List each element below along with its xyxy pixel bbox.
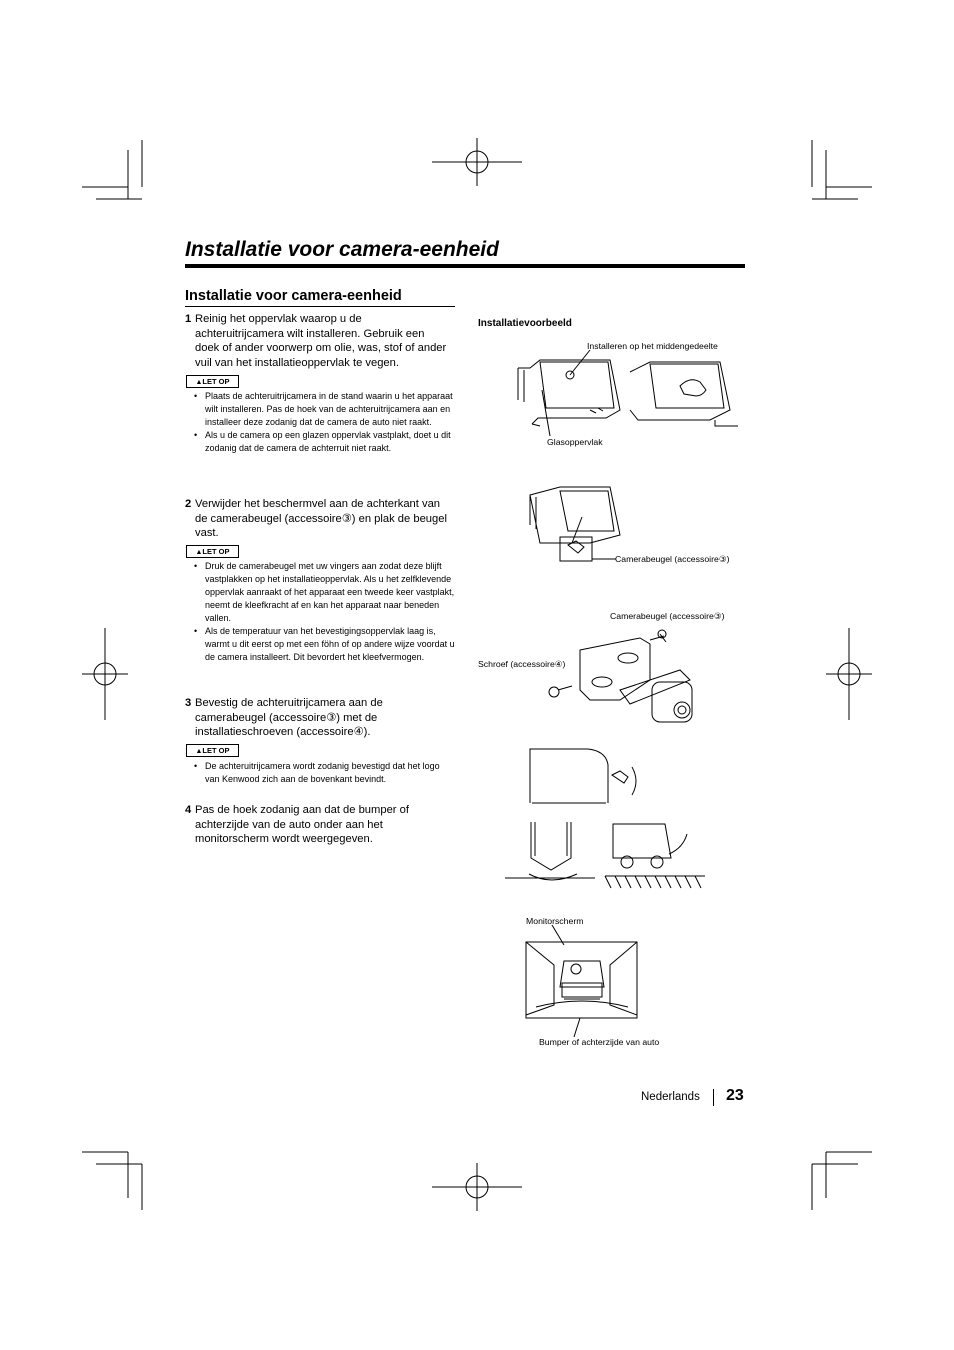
caution-item: • De achteruitrijcamera wordt zodanig bevestigd dat het logo van Kenwood zich aan de bovenkant bevindt. [194,760,456,786]
step-text: Verwijder het beschermvel aan de achterkant van de camerabeugel (accessoire③) en plak de beugel vast. [195,498,447,540]
caution-list [194,390,456,455]
caution-item: • Als de temperatuur van het bevestigingsoppervlak laag is, warmt u dit eerst op met een föhn of op andere wijze voordat u de camera installeert. Dit bevordert het kleefvermogen. [194,625,456,664]
bracket-label-1: Camerabeugel (accessoire③) [615,554,730,564]
step-3 [185,696,450,740]
page-title: Installatie voor camera-eenheid [185,238,499,261]
figures-heading: Installatievoorbeeld [478,318,572,329]
step-number: 2 [185,498,192,510]
caution-item: • Druk de camerabeugel met uw vingers aan zodat deze blijft vastplakken op het installatieoppervlak. Als u het zelfklevende oppervlak aanraakt of het apparaat een tweede keer vastplakt, neemt de kleefkracht af en kan het apparaat naar beneden vallen. [194,560,456,625]
center-install-label: Installeren op het middengedeelte [587,341,718,351]
caution-label: LET OP [202,746,230,755]
step-number: 1 [185,313,192,325]
step-number: 3 [185,697,192,709]
section-rule [185,306,455,307]
warning-icon: ▲ [195,748,203,755]
caution-badge [186,545,239,558]
page-number: 23 [726,1087,744,1104]
warning-icon: ▲ [195,379,203,386]
bracket-glass-illustration [520,485,630,565]
step-text: Reinig het oppervlak waarop u de achteruitrijcamera wilt installeren. Gebruik een doek of ander voorwerp om olie, was, stof of ander vuil van het installatieoppervlak te vegen. [195,313,447,369]
caution-badge [186,375,239,388]
title-rule [185,264,745,268]
camera-view-range-illustration [505,818,710,890]
step-text: Bevestig de achteruitrijcamera aan de camerabeugel (accessoire③) met de installatieschroeven (accessoire④). [195,697,383,739]
caution-item: • Als u de camera op een glazen oppervlak vastplakt, doet u dit zodanig dat de camera de achterruit niet raakt. [194,429,456,455]
glass-surface-label: Glasoppervlak [547,437,603,447]
footer-language: Nederlands [641,1091,700,1103]
section-title: Installatie voor camera-eenheid [185,288,402,304]
step-text: Pas de hoek zodanig aan dat de bumper of achterzijde van de auto onder aan het monitorscherm wordt weergegeven. [195,804,409,846]
bracket-camera-exploded-illustration [540,620,710,740]
caution-badge [186,744,239,757]
caution-label: LET OP [202,377,230,386]
rear-window-illustration [510,350,750,430]
footer-separator [713,1089,714,1106]
screw-label: Schroef (accessoire④) [478,659,566,669]
warning-icon: ▲ [195,549,203,556]
caution-label: LET OP [202,547,230,556]
bumper-label: Bumper of achterzijde van auto [539,1037,660,1047]
step-2 [185,497,450,541]
caution-item: • Plaats de achteruitrijcamera in de stand waarin u het apparaat wilt installeren. Pas de hoek van de achteruitrijcamera aan en installeer deze zodanig dat de camera de auto niet raakt. [194,390,456,429]
camera-angle-illustration [528,745,648,807]
step-1 [185,312,450,370]
bracket-label-2: Camerabeugel (accessoire③) [610,611,725,621]
step-number: 4 [185,804,192,816]
monitor-screen-illustration [524,925,639,1020]
step-4 [185,803,450,847]
monitor-label: Monitorscherm [526,916,584,926]
caution-list [194,760,456,786]
caution-list [194,560,456,664]
